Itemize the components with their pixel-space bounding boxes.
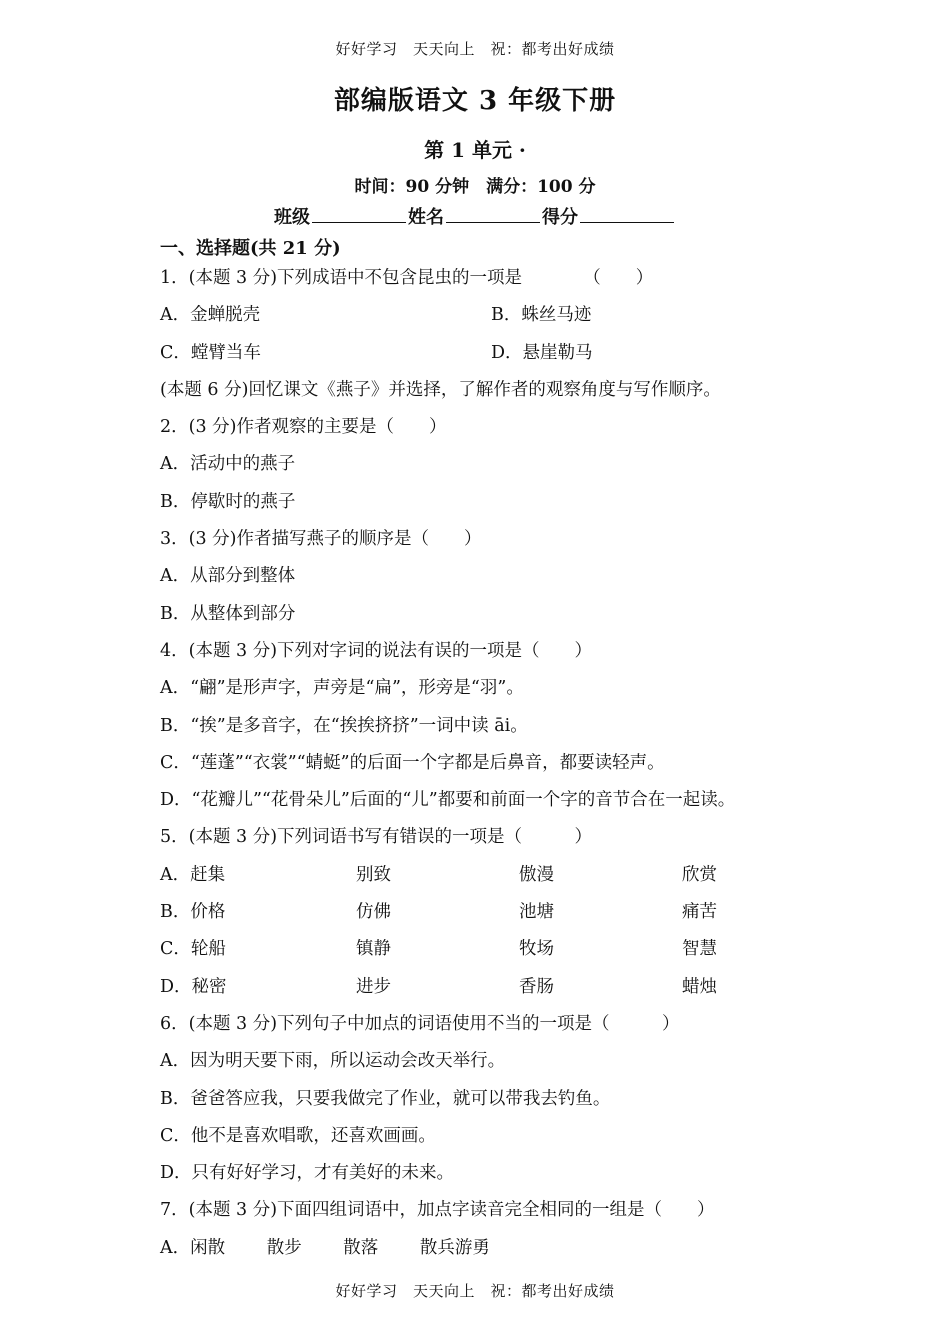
q7-option-a [160, 1234, 860, 1271]
q4-option-c: C．“莲蓬”“衣裳”“蜻蜓”的后面一个字都是后鼻音，都要读轻声。 [160, 752, 665, 773]
q6-stem: 6．(本题 3 分)下列句子中加点的词语使用不当的一项是（ ） [160, 1013, 680, 1034]
q5-option-row-c [160, 935, 860, 972]
score-label: 得分 [542, 207, 578, 228]
q2-option-a: A．活动中的燕子 [160, 454, 296, 475]
q6-option-c: C．他不是喜欢唱歌，还喜欢画画。 [160, 1125, 436, 1146]
q4-option-d: D．“花瓣儿”“花骨朵儿”后面的“儿”都要和前面一个字的音节合在一起读。 [160, 790, 736, 811]
q6-option-b: B．爸爸答应我，只要我做完了作业，就可以带我去钓鱼。 [160, 1088, 611, 1109]
question-list [160, 264, 860, 1271]
q5-option-row-b [160, 898, 860, 935]
q1-option-b: B．蛛丝马迹 [491, 305, 592, 326]
q5-word: 牧场 [519, 939, 554, 960]
q3-option-b: B．从整体到部分 [160, 603, 296, 624]
q5-word: 池塘 [519, 902, 554, 923]
q5-word: 傲漫 [519, 864, 554, 885]
q1-option-d: D．悬崖勒马 [491, 342, 593, 363]
q7-word: A．闲散 [160, 1237, 226, 1258]
q5-option-row-a [160, 861, 860, 898]
q5-word: 进步 [356, 976, 391, 997]
q7-word: 散步 [266, 1237, 302, 1258]
unit-title: 第 1 单元 · [424, 138, 526, 162]
q1-options-row-2 [160, 339, 860, 376]
q4-option-a: A．“翩”是形声字，声旁是“扁”，形旁是“羽”。 [160, 678, 524, 699]
q4-stem: 4．(本题 3 分)下列对字词的说法有误的一项是（ ） [160, 640, 593, 661]
q5-word: D．秘密 [160, 976, 227, 997]
q1-options-row-1 [160, 301, 860, 338]
q5-word: B．价格 [160, 902, 226, 923]
q6-option-a: A．因为明天要下雨，所以运动会改天举行。 [160, 1051, 506, 1072]
class-blank [312, 204, 406, 223]
class-label: 班级 [274, 207, 310, 228]
q7-word: 散兵游勇 [419, 1237, 490, 1258]
q3-option-a: A．从部分到整体 [160, 566, 296, 587]
q5-word: 香肠 [519, 976, 554, 997]
q2-option-b: B．停歇时的燕子 [160, 491, 296, 512]
q5-word: 痛苦 [682, 902, 717, 923]
time-score-info: 时间：90 分钟 满分：100 分 [354, 177, 596, 197]
q5-word: 蜡烛 [682, 976, 717, 997]
q5-word: 仿佛 [356, 902, 391, 923]
page-title: 部编版语文 3 年级下册 [333, 86, 617, 116]
q7-word: 散落 [343, 1237, 379, 1258]
score-blank [580, 204, 674, 223]
page-footer: 好好学习 天天向上 祝：都考出好成绩 [335, 1282, 615, 1300]
q5-word: 欣赏 [682, 864, 717, 885]
q6-option-d: D．只有好好学习，才有美好的未来。 [160, 1163, 455, 1184]
q5-option-row-d [160, 973, 860, 1010]
q5-word: 镇静 [356, 939, 391, 960]
q7-stem: 7．(本题 3 分)下面四组词语中，加点字读音完全相同的一组是（ ） [160, 1200, 715, 1221]
q5-word: C．轮船 [160, 939, 226, 960]
q2-stem: 2．(3 分)作者观察的主要是（ ） [160, 417, 447, 438]
q1-option-a: A．金蝉脱壳 [160, 305, 261, 326]
q1-stem: 1．(本题 3 分)下列成语中不包含昆虫的一项是 （ ） [160, 268, 654, 288]
page-header: 好好学习 天天向上 祝：都考出好成绩 [335, 40, 615, 58]
student-info-line [0, 203, 950, 229]
q5-word: 别致 [356, 864, 391, 885]
name-blank [446, 204, 540, 223]
name-label: 姓名 [408, 207, 444, 228]
q4-option-b: B．“挨”是多音字，在“挨挨挤挤”一词中读 āi。 [160, 715, 528, 736]
q5-word: A．赶集 [160, 864, 226, 885]
q23-intro: (本题 6 分)回忆课文《燕子》并选择，了解作者的观察角度与写作顺序。 [160, 379, 721, 400]
q1-option-c: C．螳臂当车 [160, 342, 261, 363]
q5-word: 智慧 [682, 939, 717, 960]
section-heading: 一、选择题(共 21 分) [160, 238, 341, 259]
q5-stem: 5．(本题 3 分)下列词语书写有错误的一项是（ ） [160, 827, 593, 848]
q3-stem: 3．(3 分)作者描写燕子的顺序是（ ） [160, 529, 482, 550]
